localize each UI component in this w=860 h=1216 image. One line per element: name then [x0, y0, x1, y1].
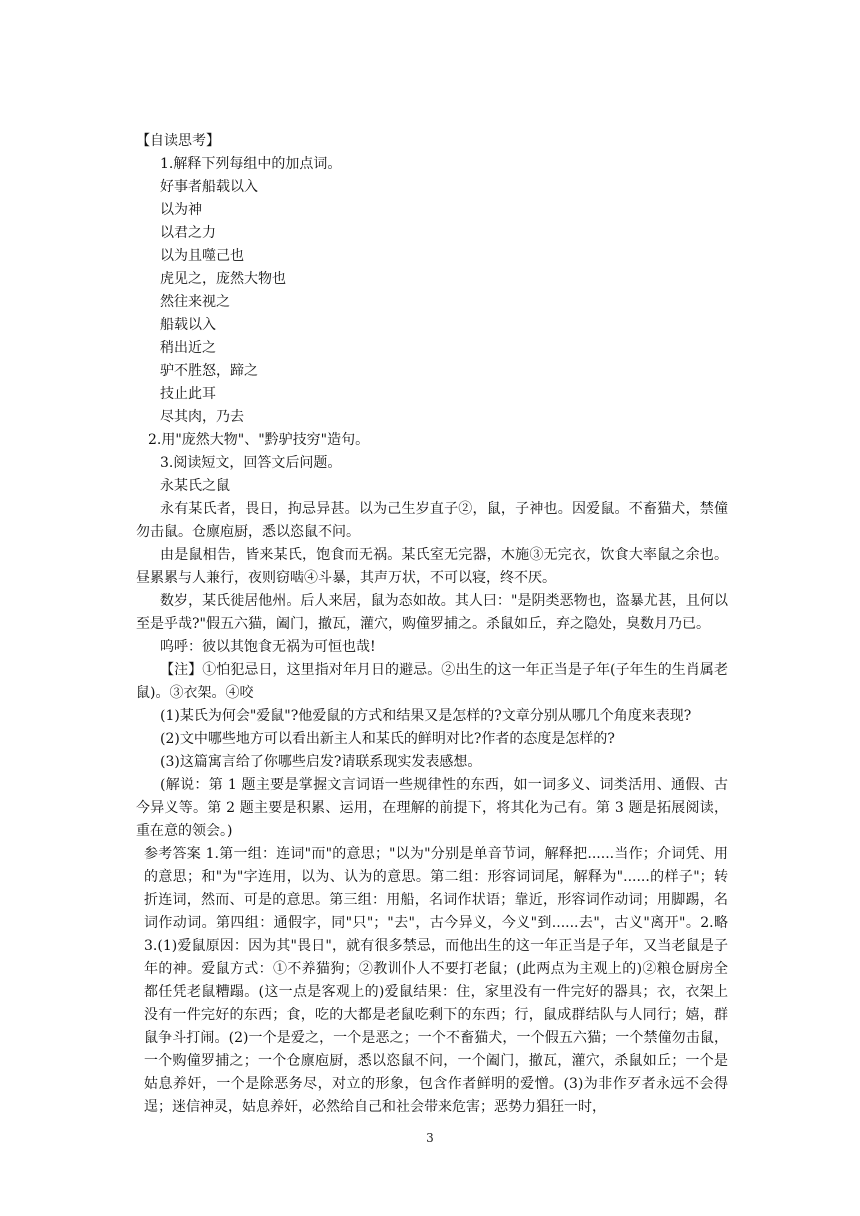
passage-title: 永某氏之鼠 — [160, 478, 230, 494]
phrase-item: 技止此耳 — [160, 386, 216, 402]
section-title: 【自读思考】 — [136, 133, 220, 149]
phrase-item: 船载以入 — [160, 317, 216, 333]
passage-paragraph: 数岁，某氏徙居他州。后人来居，鼠为态如故。其人曰："是阴类恶物也，盗暴尤甚，且何以至是乎哉?"假五六猫，阖门，撤瓦，灌穴，购僮罗捕之。杀鼠如丘，弃之隐处，臭数月乃已。 — [136, 593, 728, 632]
reading-question: (3)这篇寓言给了你哪些启发?请联系现实发表感想。 — [160, 754, 482, 770]
passage-paragraph: 永有某氏者，畏日，拘忌异甚。以为己生岁直子②，鼠，子神也。因爱鼠。不畜猫犬，禁僮勿击鼠。仓廪庖厨，悉以恣鼠不问。 — [136, 501, 728, 540]
phrase-item: 好事者船载以入 — [160, 179, 258, 195]
passage-paragraph: 由是鼠相告，皆来某氏，饱食而无祸。某氏室无完器，木施③无完衣，饮食大率鼠之余也。昼累累与人兼行，夜则窃啮④斗暴，其声万状，不可以寝，终不厌。 — [136, 547, 728, 586]
document-body — [136, 130, 728, 1119]
phrase-item: 以为神 — [160, 202, 202, 218]
phrase-item: 然往来视之 — [160, 294, 230, 310]
question-1-label: 1.解释下列每组中的加点词。 — [160, 156, 342, 172]
question-2-label: 2.用"庞然大物"、"黔驴技穷"造句。 — [148, 432, 370, 448]
passage-notes: 【注】①怕犯忌日，这里指对年月日的避忌。②出生的这一年正当是子年(子年生的生肖属老鼠)。③衣架。④咬 — [136, 662, 728, 701]
phrase-item: 稍出近之 — [160, 340, 216, 356]
reference-answer: 参考答案 1.第一组：连词"而"的意思；"以为"分别是单音节词，解释把......当作；介词凭、用的意思；和"为"字连用，以为、认为的意思。第二组：形容词词尾，解释为"......的样子"；转折连词，然而、可是的意思。第三组：用船，名词作状语；靠近，形容词作动词；用脚踢，名词作动词。第四组：通假字，同"只"；"去"，古今异义，今义"到......去"，古义"离开"。2.略 3.(1)爱鼠原因：因为其"畏日"，就有很多禁忌，而他出生的这一年正当是子年，又当老鼠是子年的神。爱鼠方式：①不养猫狗；②教训仆人不要打老鼠；(此两点为主观上的)②粮仓厨房全都任凭老鼠糟蹋。(这一点是客观上的)爱鼠结果：住，家里没有一件完好的器具；衣，衣架上没有一件完好的东西；食，吃的大都是老鼠吃剩下的东西；行，鼠成群结队与人同行；嬉，群鼠争斗打闹。(2)一个是爱之，一个是恶之；一个不畜猫犬，一个假五六猫；一个禁僮勿击鼠，一个购僮罗捕之；一个仓廪庖厨，悉以恣鼠不问，一个阖门，撤瓦，灌穴，杀鼠如丘；一个是姑息养奸，一个是除恶务尽，对立的形象，包含作者鲜明的爱憎。(3)为非作歹者永远不会得逞；迷信神灵，姑息养奸，必然给自己和社会带来危害；恶势力猖狂一时， — [144, 846, 728, 1115]
phrase-item: 虎见之，庞然大物也 — [160, 271, 286, 287]
question-3-label: 3.阅读短文，回答文后问题。 — [160, 455, 342, 471]
reading-question: (2)文中哪些地方可以看出新主人和某氏的鲜明对比?作者的态度是怎样的? — [160, 731, 615, 747]
question-1-items — [136, 176, 728, 429]
reading-question: (1)某氏为何会"爱鼠"?他爱鼠的方式和结果又是怎样的?文章分别从哪几个角度来表现? — [160, 708, 692, 724]
phrase-item: 尽其肉，乃去 — [160, 409, 244, 425]
page-number: 3 — [426, 1131, 434, 1145]
phrase-item: 以君之力 — [160, 225, 216, 241]
explanation-note: (解说：第 1 题主要是掌握文言词语一些规律性的东西，如一词多义、词类活用、通假、古今异义等。第 2 题主要是积累、运用，在理解的前提下，将其化为己有。第 3 题是拓展阅读，重在意的领会。) — [136, 777, 728, 839]
phrase-item: 驴不胜怒，蹄之 — [160, 363, 258, 379]
passage-paragraph: 呜呼：彼以其饱食无祸为可恒也哉! — [160, 639, 376, 655]
phrase-item: 以为且噬己也 — [160, 248, 244, 264]
